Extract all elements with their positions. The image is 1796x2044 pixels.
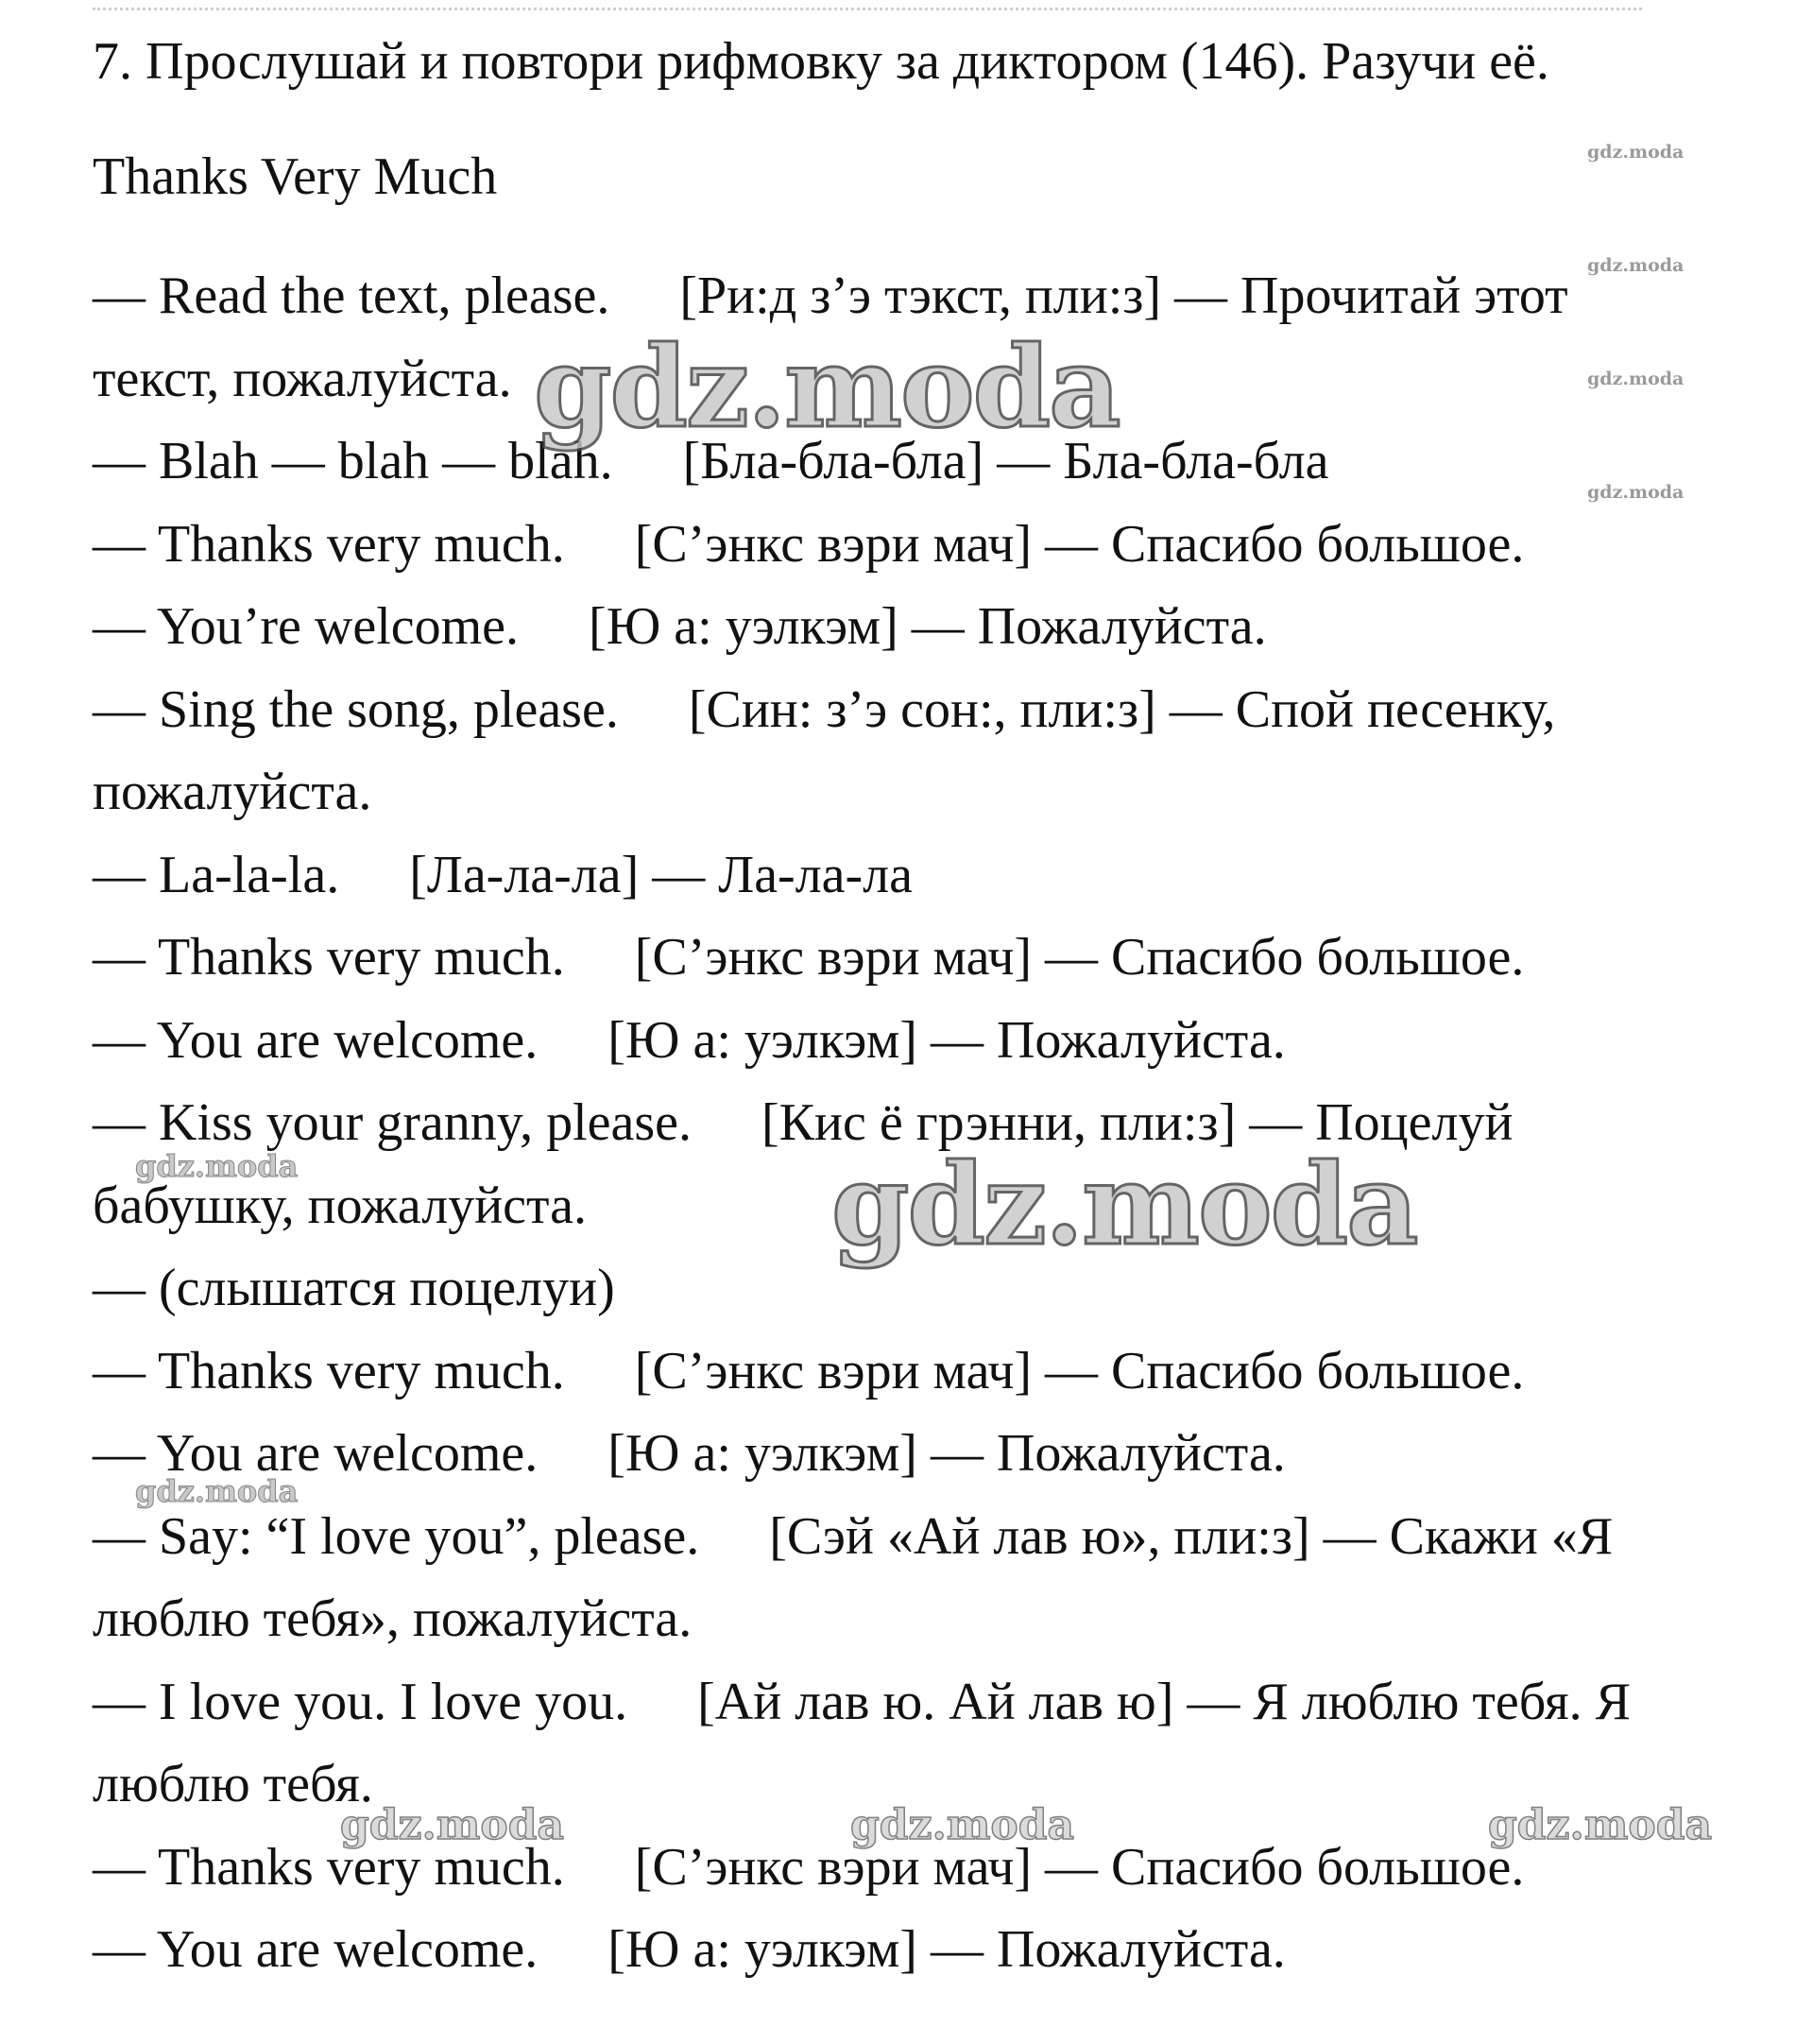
rhyme-line — [93, 1338, 1524, 1404]
watermark-medium: gdz.moda — [1488, 1801, 1713, 1849]
transcription-translation: люблю тебя», пожалуйста. — [93, 1589, 693, 1648]
english-phrase: — Say: “I love you”, please. — [93, 1507, 700, 1566]
rhyme-line — [93, 677, 1555, 743]
english-phrase: — You are welcome. — [93, 1920, 539, 1979]
rhyme-line — [93, 346, 512, 412]
rhyme-line — [93, 924, 1524, 990]
rhyme-line — [93, 1916, 1286, 1983]
watermark-medium: gdz.moda — [135, 1148, 299, 1184]
cut-off-previous-line — [93, 0, 1642, 10]
transcription-translation: [С’энкс вэри мач] — Спасибо большое. — [634, 1838, 1525, 1897]
transcription-translation: [Ю а: уэлкэм] — Пожалуйста. — [607, 1424, 1286, 1483]
exercise-instruction: 7. Прослушай и повтори рифмовку за диктором (146). Разучи её. — [93, 32, 1549, 91]
transcription-translation: [Кис ё грэнни, пли:з] — Поцелуй — [761, 1093, 1514, 1152]
rhyme-title: Thanks Very Much — [93, 147, 498, 206]
rhyme-line — [93, 1834, 1524, 1900]
transcription-translation: [Ри:д з’э тэкст, пли:з] — Прочитай этот — [679, 266, 1568, 325]
watermark-medium: gdz.moda — [340, 1801, 565, 1849]
english-phrase: — Thanks very much. — [93, 1838, 565, 1897]
transcription-translation: — (слышатся поцелуи) — [93, 1259, 615, 1317]
rhyme-line — [93, 263, 1568, 329]
rhyme-line — [93, 1586, 692, 1652]
rhyme-line — [93, 1669, 1631, 1735]
transcription-translation: бабушку, пожалуйста. — [93, 1177, 588, 1235]
transcription-translation: люблю тебя. — [93, 1755, 373, 1813]
english-phrase: — You are welcome. — [93, 1011, 539, 1070]
transcription-translation: [Син: з’э сон:, пли:з] — Спой песенку, — [688, 680, 1556, 739]
english-phrase: — Kiss your granny, please. — [93, 1093, 693, 1152]
english-phrase: — Sing the song, please. — [93, 680, 619, 739]
transcription-translation: текст, пожалуйста. — [93, 350, 512, 408]
transcription-translation: [С’энкс вэри мач] — Спасибо большое. — [634, 928, 1525, 987]
watermark-small: gdz.moda — [1587, 255, 1685, 276]
english-phrase: — La-la-la. — [93, 846, 340, 904]
transcription-translation: [Ю а: уэлкэм] — Пожалуйста. — [607, 1920, 1286, 1979]
english-phrase: — You’re welcome. — [93, 597, 520, 656]
transcription-translation: [Ю а: уэлкэм] — Пожалуйста. — [607, 1011, 1286, 1070]
transcription-translation: [Ла-ла-ла] — Ла-ла-ла — [409, 846, 913, 904]
rhyme-line — [93, 1255, 615, 1321]
rhyme-line — [93, 842, 913, 908]
transcription-translation: [Ю а: уэлкэм] — Пожалуйста. — [589, 597, 1267, 656]
english-phrase: — Blah — blah — blah. — [93, 432, 613, 490]
rhyme-line — [93, 511, 1524, 577]
watermark-medium: gdz.moda — [135, 1473, 299, 1509]
english-phrase: — Thanks very much. — [93, 515, 565, 574]
rhyme-line — [93, 759, 371, 825]
english-phrase: — Thanks very much. — [93, 1342, 565, 1400]
english-phrase: — You are welcome. — [93, 1424, 539, 1483]
watermark-large: gdz.moda — [831, 1139, 1417, 1270]
transcription-translation: пожалуйста. — [93, 763, 372, 821]
transcription-translation: [С’энкс вэри мач] — Спасибо большое. — [634, 1342, 1525, 1400]
rhyme-line — [93, 593, 1267, 660]
watermark-small: gdz.moda — [1587, 142, 1685, 163]
transcription-translation: [Бла-бла-бла] — Бла-бла-бла — [682, 432, 1329, 490]
rhyme-line — [93, 1007, 1286, 1074]
watermark-medium: gdz.moda — [850, 1801, 1075, 1849]
transcription-translation: [С’энкс вэри мач] — Спасибо большое. — [634, 515, 1525, 574]
english-phrase: — Read the text, please. — [93, 266, 610, 325]
watermark-small: gdz.moda — [1587, 482, 1685, 503]
rhyme-line — [93, 1503, 1613, 1570]
english-phrase: — I love you. I love you. — [93, 1673, 628, 1731]
english-phrase: — Thanks very much. — [93, 928, 565, 987]
rhyme-line — [93, 1751, 373, 1817]
transcription-translation: [Сэй «Ай лав ю», пли:з] — Скажи «Я — [769, 1507, 1614, 1566]
transcription-translation: [Ай лав ю. Ай лав ю] — Я люблю тебя. Я — [697, 1673, 1631, 1731]
watermark-small: gdz.moda — [1587, 369, 1685, 389]
watermark-large: gdz.moda — [534, 321, 1120, 453]
